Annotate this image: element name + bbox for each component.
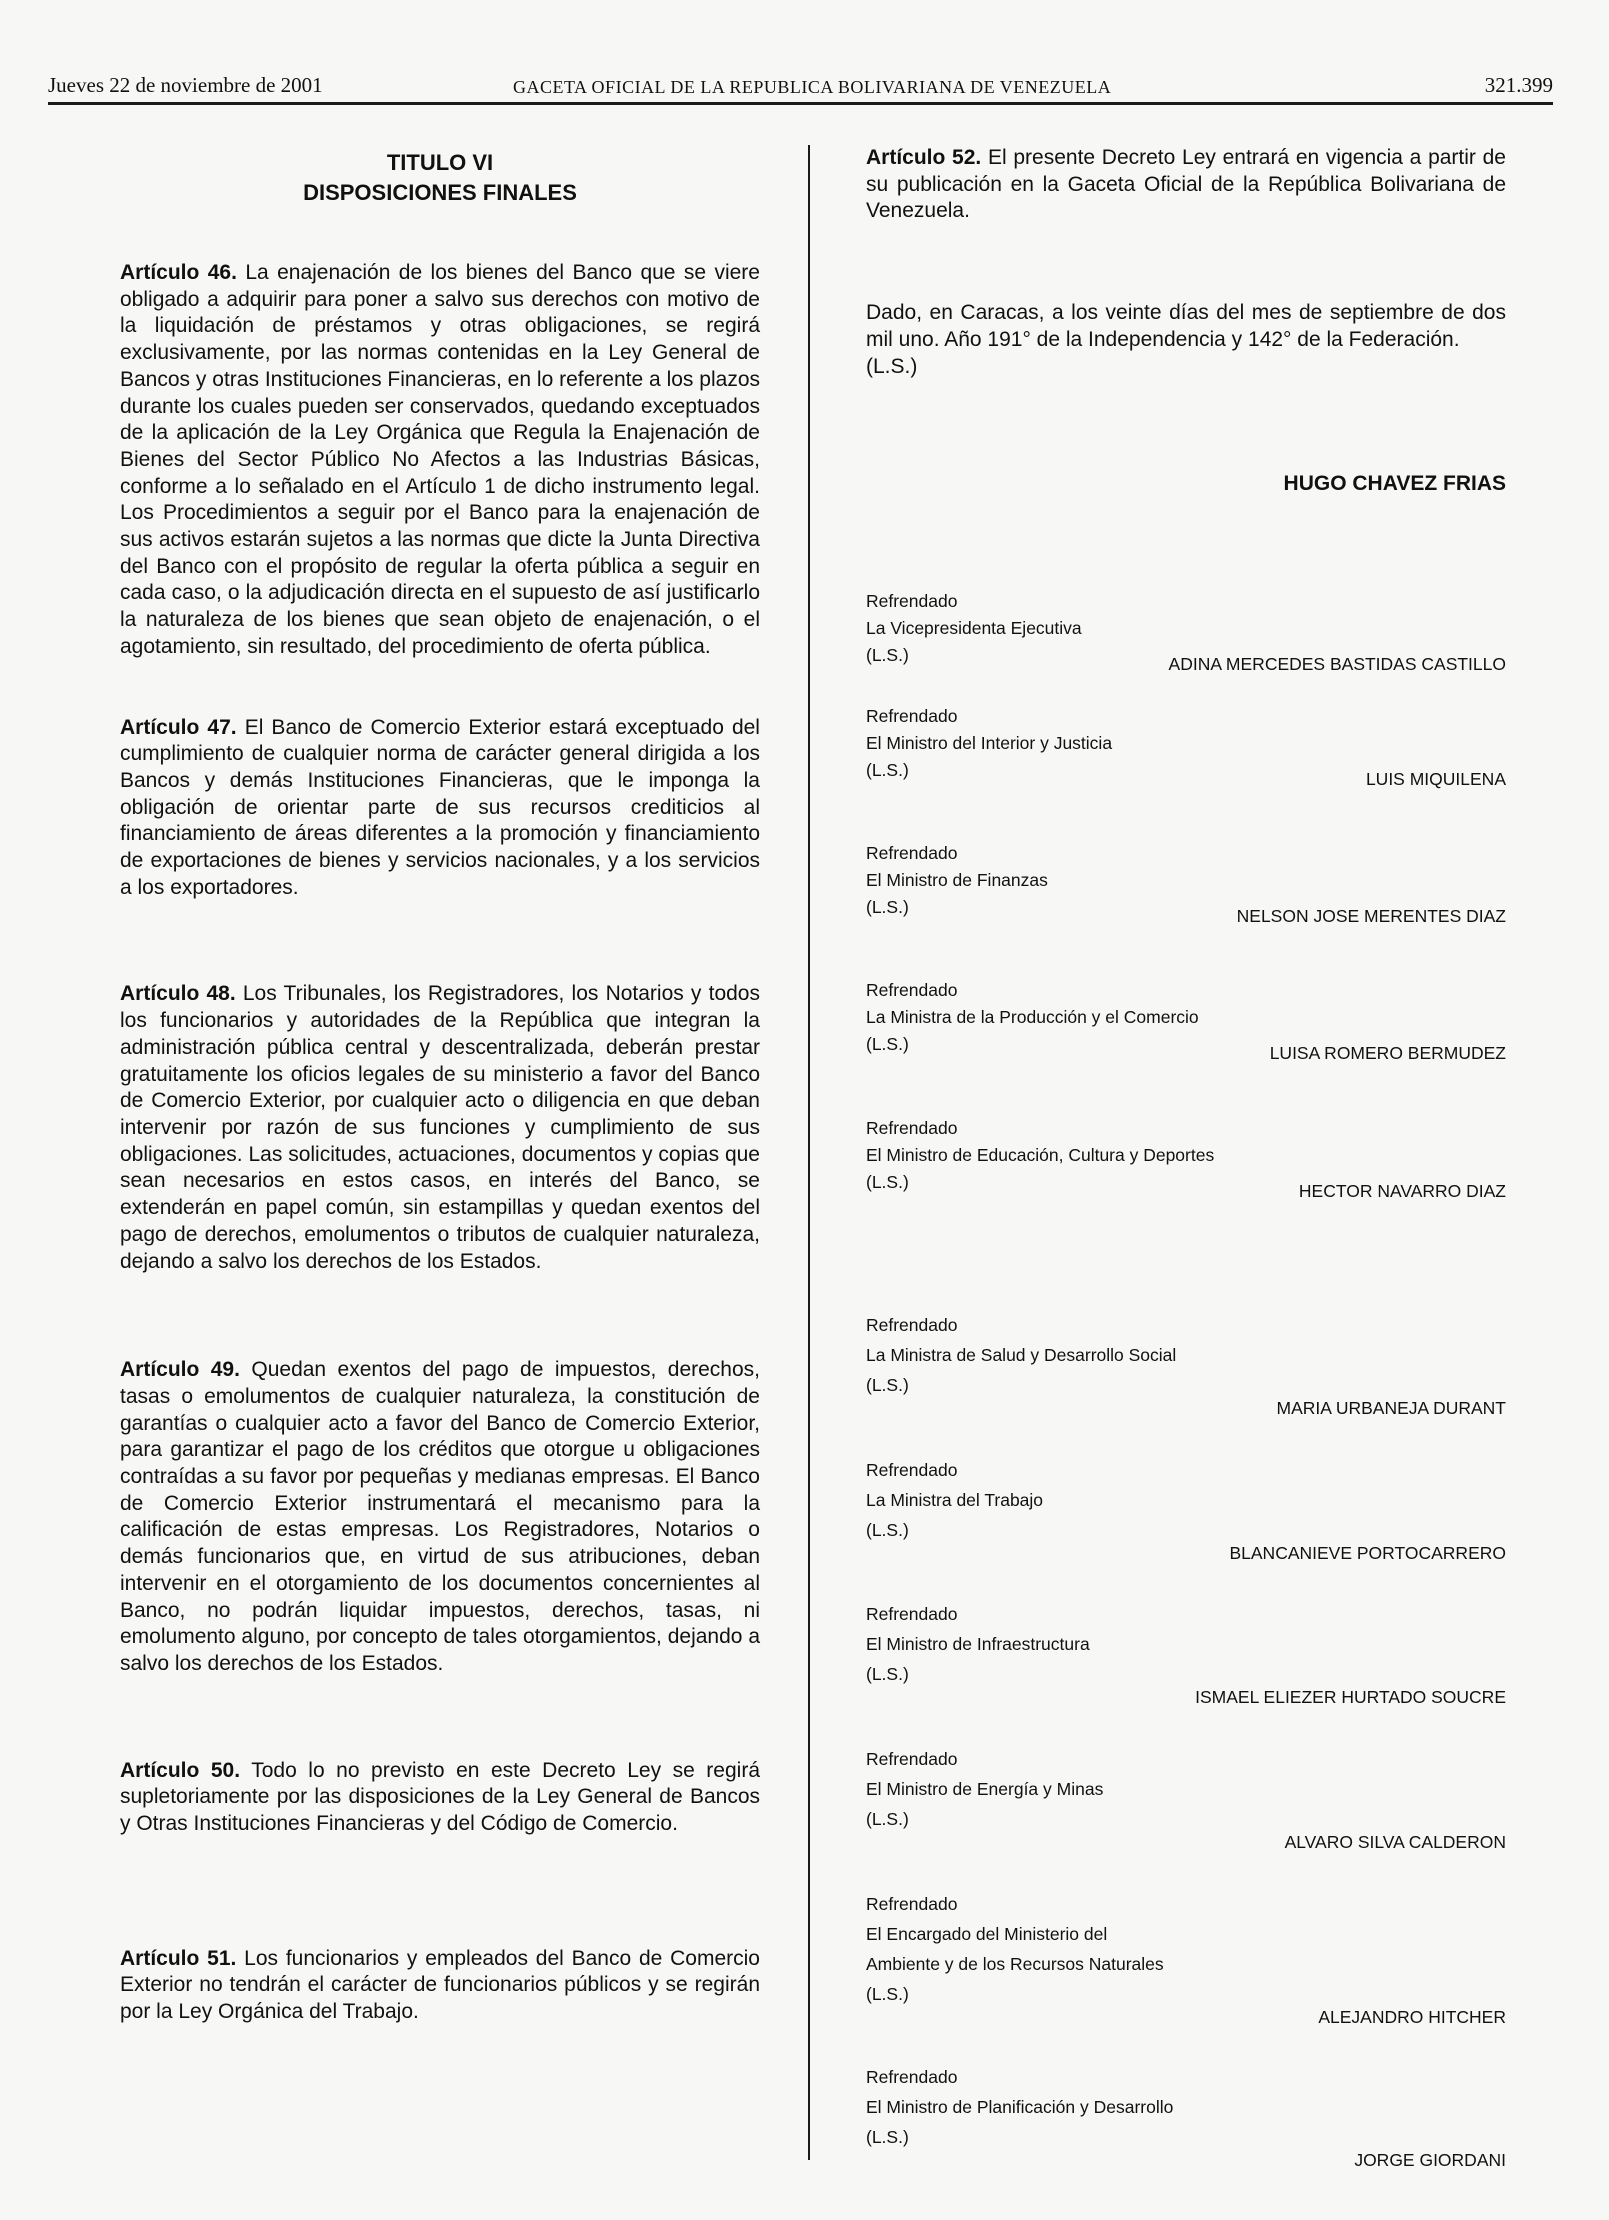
signatory-name: BLANCANIEVE PORTOCARRERO — [1229, 1543, 1506, 1563]
dado-text: Dado, en Caracas, a los veinte días del mes de septiembre de dos mil uno. Año 191° de la Independencia y 142° de la Federación. — [866, 301, 1506, 351]
gazette-header — [48, 70, 1553, 105]
signature-block — [866, 1115, 1506, 1210]
signature-block — [866, 840, 1506, 935]
signature-block — [866, 703, 1506, 798]
signatory-name: LUISA ROMERO BERMUDEZ — [1269, 1043, 1506, 1063]
section-title — [120, 148, 760, 208]
refrendado-label: Refrendado — [866, 1894, 958, 1914]
signatory-name: HECTOR NAVARRO DIAZ — [1298, 1181, 1506, 1201]
signatory-name: ADINA MERCEDES BASTIDAS CASTILLO — [1168, 654, 1506, 674]
refrendado-label: Refrendado — [866, 980, 958, 1000]
article-label: Artículo 49. — [120, 1358, 240, 1382]
signature-block — [866, 1599, 1506, 1709]
article-text: El presente Decreto Ley entrará en vigencia a partir de su publicación en la Gaceta Oficial de la República Bolivariana de Venezuela. — [866, 146, 1506, 223]
dado-paragraph — [866, 300, 1506, 353]
signature-block — [866, 1455, 1506, 1565]
article-text: Todo lo no previsto en este Decreto Ley se regirá supletoriamente por las disposiciones de la Ley General de Bancos y Otras Instituciones Financieras y del Código de Comercio. — [120, 1758, 760, 1836]
seal-mark: (L.S.) — [866, 897, 909, 917]
signature-block — [866, 1744, 1506, 1854]
seal-mark: (L.S.) — [866, 1664, 909, 1684]
article-48 — [120, 981, 760, 1275]
refrendado-label: Refrendado — [866, 1749, 958, 1769]
seal-mark: (L.S.) — [866, 645, 909, 665]
article-52 — [866, 145, 1506, 225]
article-51 — [120, 1946, 760, 2026]
seal-mark: (L.S.) — [866, 1984, 909, 2004]
seal-mark: (L.S.) — [866, 760, 909, 780]
refrendado-label: Refrendado — [866, 1460, 958, 1480]
article-text: Los funcionarios y empleados del Banco de Comercio Exterior no tendrán el carácter de funcionarios públicos y se regirán por la Ley Orgánica del Trabajo. — [120, 1946, 760, 2024]
left-column — [120, 148, 760, 2026]
signatory-name: ISMAEL ELIEZER HURTADO SOUCRE — [1195, 1687, 1506, 1707]
signature-block — [866, 588, 1506, 683]
seal-mark: (L.S.) — [866, 1809, 909, 1829]
column-divider — [808, 145, 810, 2160]
article-text: El Banco de Comercio Exterior estará exceptuado del cumplimiento de cualquier norma de carácter general dirigida a los Bancos y demás Instituciones Financieras, que le imponga la obligación de orientar parte de sus recursos crediticios al financiamiento de áreas diferentes a la promoción y financiamiento de exportaciones de bienes y servicios nacionales, y a los servicios a los exportadores. — [120, 715, 760, 899]
article-50 — [120, 1758, 760, 1838]
article-label: Artículo 46. — [120, 261, 237, 284]
signatory-role: La Ministra del Trabajo — [866, 1490, 1044, 1510]
gazette-title: GACETA OFICIAL DE LA REPUBLICA BOLIVARIANA DE VENEZUELA — [513, 77, 1112, 97]
signatory-role-continued: Ambiente y de los Recursos Naturales — [866, 1954, 1164, 1974]
signatory-role: El Ministro de Planificación y Desarrollo — [866, 2097, 1174, 2117]
article-text: Los Tribunales, los Registradores, los Notarios y todos los funcionarios y autoridades de la República que integran la administración pública central y descentralizada, deberán prestar gratuitamente los oficios legales de su ministerio a favor del Banco de Comercio Exterior, por cualquier acto o diligencia en que deban intervenir por razón de sus funciones y cumplimiento de sus obligaciones. Las solicitudes, actuaciones, documentos y copias que sean necesarios en estos casos, en interés del Banco, se extenderán en papel común, sin estampillas y quedan exentos del pago de derechos, emolumentos o tributos de cualquier naturaleza, dejando a salvo los derechos de los Estados. — [120, 982, 760, 1273]
right-column — [866, 140, 1506, 2170]
signatory-name: JORGE GIORDANI — [1354, 2150, 1506, 2170]
signature-block — [866, 1889, 1506, 2029]
article-label: Artículo 50. — [120, 1758, 241, 1782]
signatory-role: La Ministra de la Producción y el Comercio — [866, 1007, 1199, 1027]
article-label: Artículo 47. — [120, 715, 237, 739]
signatory-role: El Ministro de Educación, Cultura y Deportes — [866, 1145, 1215, 1165]
signatory-name: MARIA URBANEJA DURANT — [1276, 1398, 1506, 1418]
refrendado-label: Refrendado — [866, 706, 958, 726]
refrendado-label: Refrendado — [866, 843, 958, 863]
signature-block — [866, 977, 1506, 1072]
president-name: HUGO CHAVEZ FRIAS — [1283, 472, 1506, 496]
article-label: Artículo 52. — [866, 146, 982, 169]
signatory-role: La Ministra de Salud y Desarrollo Social — [866, 1345, 1177, 1365]
signatory-role: El Ministro de Infraestructura — [866, 1634, 1090, 1654]
seal-mark: (L.S.) — [866, 1034, 909, 1054]
article-label: Artículo 48. — [120, 982, 236, 1006]
title-line-2: DISPOSICIONES FINALES — [303, 180, 577, 205]
page-number: 321.399 — [1484, 73, 1553, 97]
signature-block — [866, 1310, 1506, 1420]
signatory-name: LUIS MIQUILENA — [1365, 769, 1506, 789]
issue-date: Jueves 22 de noviembre de 2001 — [48, 73, 323, 97]
article-label: Artículo 51. — [120, 1946, 237, 1970]
signature-block — [866, 2062, 1506, 2172]
refrendado-label: Refrendado — [866, 1118, 958, 1138]
refrendado-label: Refrendado — [866, 1604, 958, 1624]
signatory-role: La Vicepresidenta Ejecutiva — [866, 618, 1082, 638]
signatory-role: El Ministro de Energía y Minas — [866, 1779, 1104, 1799]
signatory-role: El Ministro del Interior y Justicia — [866, 733, 1113, 753]
signatory-name: ALVARO SILVA CALDERON — [1284, 1832, 1506, 1852]
article-49 — [120, 1357, 760, 1677]
seal-mark: (L.S.) — [866, 1520, 909, 1540]
article-text: Quedan exentos del pago de impuestos, derechos, tasas o emolumentos de cualquier naturaleza, la constitución de garantías o cualquier acto a favor del Banco de Comercio Exterior, para garantizar el pago de los créditos que otorgue u obligaciones contraídas a su favor por pequeñas y medianas empresas. El Banco de Comercio Exterior instrumentará el mecanismo para la calificación de estas empresas. Los Registradores, Notarios o demás funcionarios que, en virtud de sus atribuciones, deban intervenir en el otorgamiento de los documentos concernientes al Banco, no podrán liquidar impuestos, derechos, tasas, ni emolumento alguno, por concepto de tales otorgamientos, dejando a salvo los derechos de los Estados. — [120, 1358, 760, 1675]
seal-mark: (L.S.) — [866, 354, 918, 378]
title-line-1: TITULO VI — [386, 150, 494, 175]
seal-mark: (L.S.) — [866, 1375, 909, 1395]
article-text: La enajenación de los bienes del Banco que se viere obligado a adquirir para poner a salvo sus derechos con motivo de la liquidación de préstamos y otras obligaciones, se regirá exclusivamente, por las normas contenidas en la Ley General de Bancos y otras Instituciones Financieras, en lo referente a los plazos durante los cuales pueden ser conservados, quedando exceptuados de la aplicación de la Ley Orgánica que Regula la Enajenación de Bienes del Sector Público No Afectos a las Industrias Básicas, conforme a lo señalado en el Artículo 1 de dicho instrumento legal. Los Procedimientos a seguir por el Banco para la enajenación de sus activos estarán sujetos a las normas que dicte la Junta Directiva del Banco con el propósito de regular la oferta pública a seguir en cada caso, o la adjudicación directa en el supuesto de así justificarlo la naturaleza de los bienes que sean objeto de enajenación, o el agotamiento, sin resultado, del procedimiento de oferta pública. — [120, 261, 760, 658]
signatory-role: El Encargado del Ministerio del — [866, 1924, 1108, 1944]
seal-mark: (L.S.) — [866, 2127, 909, 2147]
article-47 — [120, 715, 760, 902]
signatory-role: El Ministro de Finanzas — [866, 870, 1048, 890]
article-46 — [120, 260, 760, 661]
refrendado-label: Refrendado — [866, 1315, 958, 1335]
signatory-name: NELSON JOSE MERENTES DIAZ — [1236, 906, 1506, 926]
refrendado-label: Refrendado — [866, 2067, 958, 2087]
refrendado-label: Refrendado — [866, 591, 958, 611]
signatory-name: ALEJANDRO HITCHER — [1318, 2007, 1506, 2027]
seal-mark: (L.S.) — [866, 1172, 909, 1192]
